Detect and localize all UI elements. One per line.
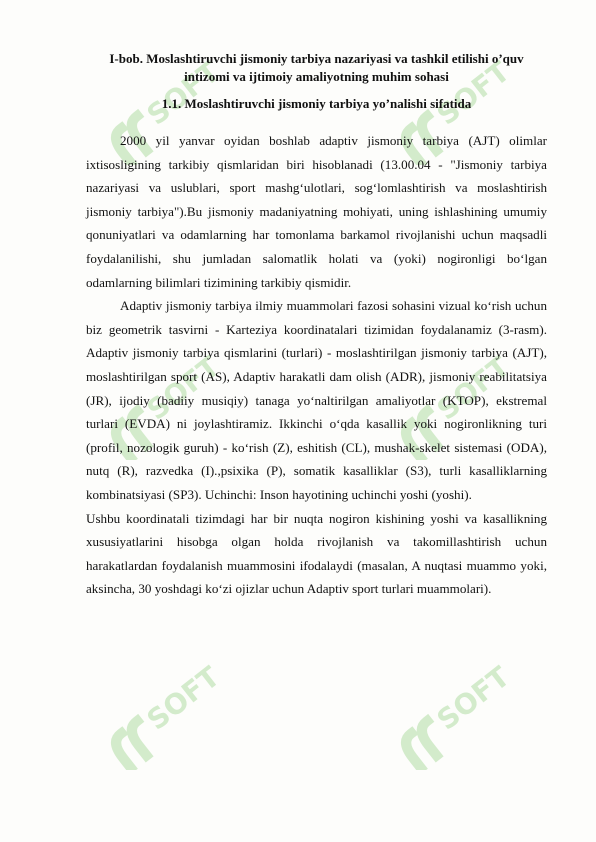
svg-text:SOFT: SOFT xyxy=(140,660,226,737)
paragraph-2: Adaptiv jismoniy tarbiya ilmiy muammolari fazosi sohasini vizual ko‘rish uchun biz geometrik tasvirni - Karteziya koordinatalari tizimidan foydalanamiz (3-rasm). Adaptiv jismoniy tarbiya qismlarini (turlari) - moslashtirilgan jismoniy tarbiya (AJT), moslashtirilgan sport (AS), Adaptiv harakatli dam olish (ADR), jismoniy reabilitatsiya (JR), ijodiy (badiiy musiqiy) tanaga yo‘naltirilgan amaliyotlar (KTOP), ekstremal turlari (EVDA) ni joylashtiramiz. Ikkinchi o‘qda kasallik yoki nogironlikning turi (profil, nozologik guruh) - ko‘rish (Z), eshitish (CL), mushak-skelet sistemasi (ODA), nutq (R), razvedka (I).,psixika (P), somatik kasalliklar (S3), turli kasalliklarning kombinatsiyasi (SP3). Uchinchi: Inson hayotining uchinchi yoshi (yoshi). xyxy=(86,298,547,502)
svg-text:SOFT: SOFT xyxy=(430,55,516,132)
section-title: 1.1. Moslashtiruvchi jismoniy tarbiya yo’nalishi sifatida xyxy=(161,96,472,111)
paragraph-3: Ushbu koordinatali tizimdagi har bir nuqta nogiron kishining yoshi va kasallikning xususiyatlarini hisobga olgan holda rivojlanish va takomillashtirish uchun harakatlardan foydalanish muammosini ifodalaydi (masalan, A nuqtasi muammo yoki, aksincha, 30 yoshdagi ko‘zi ojizlar uchun Adaptiv sport turlari muammolari). xyxy=(86,510,547,597)
paragraph-1: 2000 yil yanvar oyidan boshlab adaptiv jismoniy tarbiya (AJT) olimlar ixtisosligining tarkibiy qismlaridan biri hisoblanadi (13.00.04 - "Jismoniy tarbiya nazariyasi va uslublari, sport mashg‘ulotlari, sog‘lomlashtirish va moslashtirish jismoniy tarbiya").Bu jismoniy madaniyatning mohiyati, uning ishlashining umumiy qonuniyatlari va odamlarning har tomonlama barkamol rivojlanishi uchun maqsadli foydalanilishi, shu jumladan salomatlik holati va (yoki) nogironligi bo‘lgan odamlarning bilimlari tizimining tarkibiy qismidir. xyxy=(86,133,547,290)
svg-text:SOFT: SOFT xyxy=(140,55,226,132)
chapter-title: I-bob. Moslashtiruvchi jismoniy tarbiya nazariyasi va tashkil etilishi o’quv intizomi va ijtimoiy amaliyotning muhim sohasi xyxy=(109,51,524,84)
watermark-logo-icon xyxy=(78,660,228,770)
svg-text:SOFT: SOFT xyxy=(430,350,516,427)
watermark-logo-icon xyxy=(368,660,518,770)
document-body xyxy=(86,50,547,601)
svg-text:SOFT: SOFT xyxy=(430,660,516,737)
svg-text:SOFT: SOFT xyxy=(140,350,226,427)
